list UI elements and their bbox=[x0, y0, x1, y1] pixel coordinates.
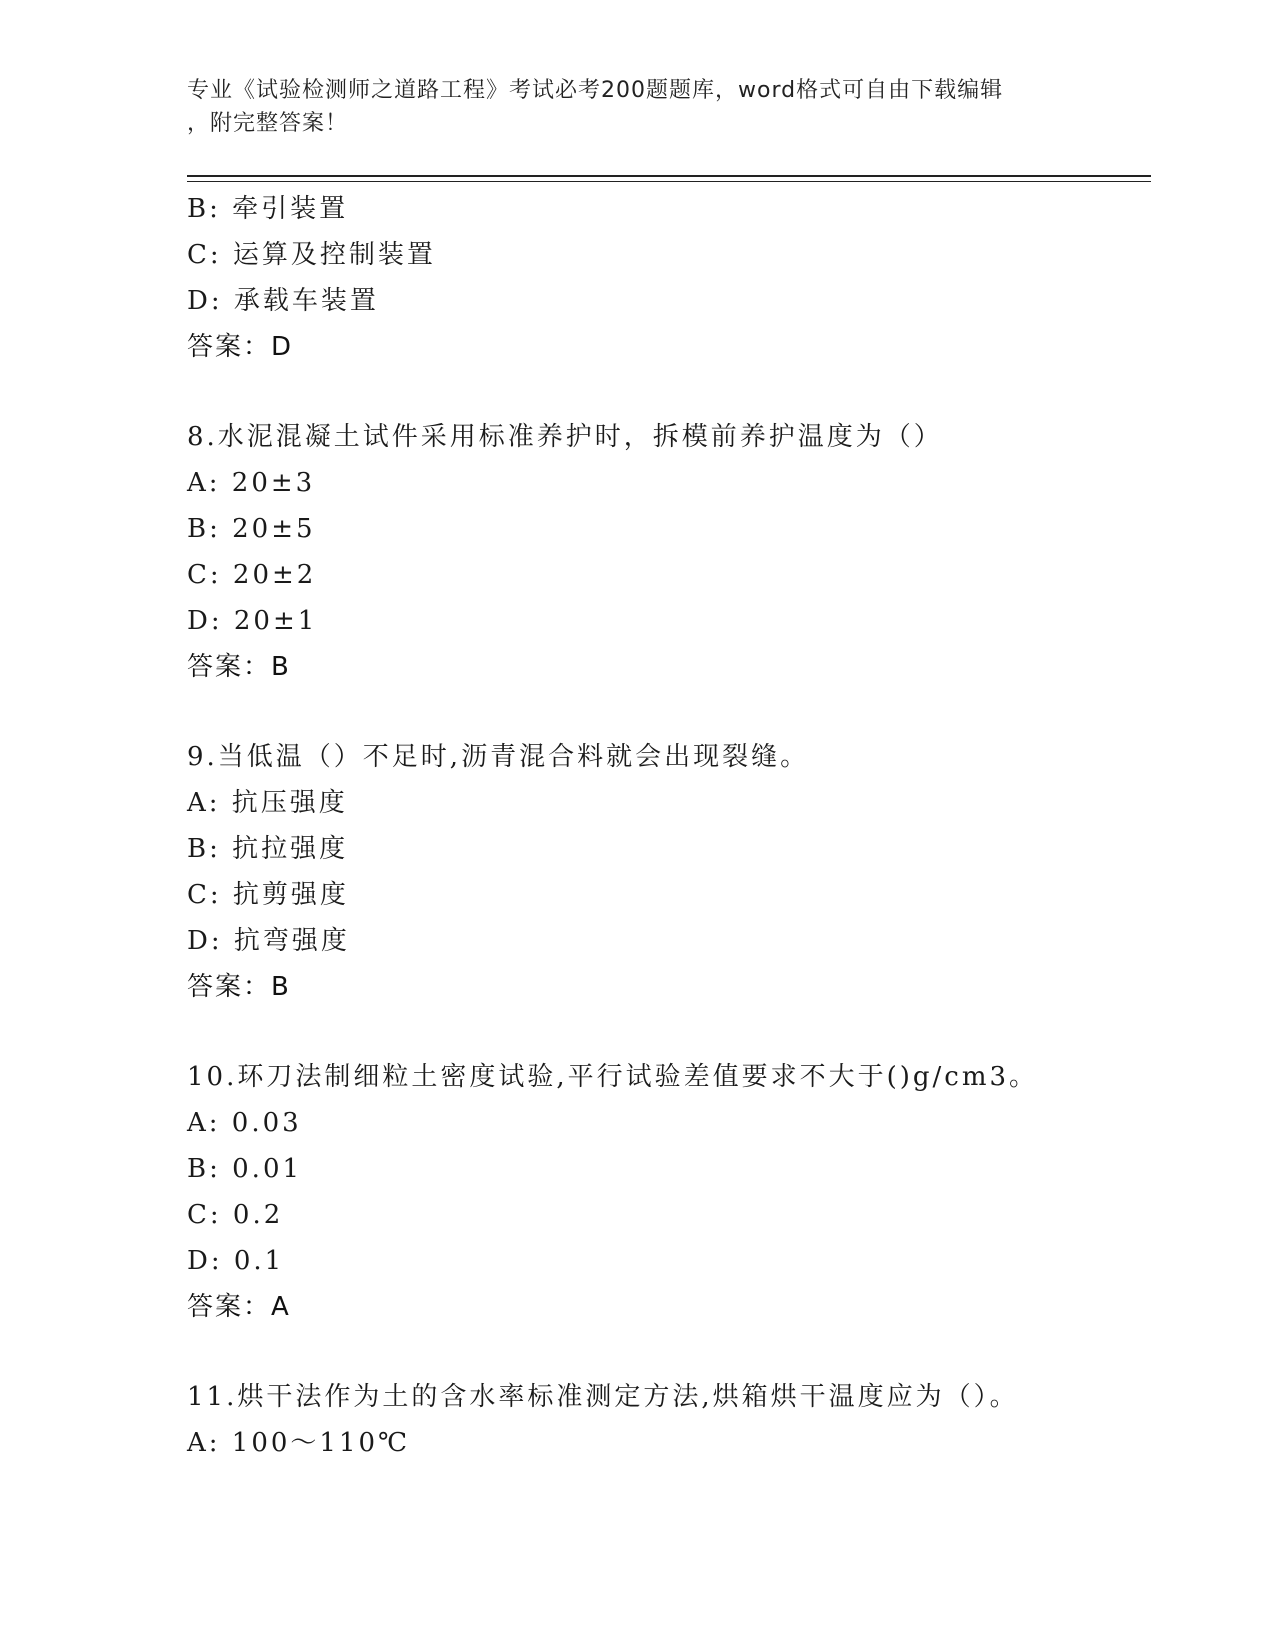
option-d: D: 0.1 bbox=[187, 1246, 285, 1276]
header-divider-thick bbox=[187, 175, 1151, 177]
option-b: B: 0.01 bbox=[187, 1154, 303, 1184]
question-text: 9.当低温（）不足时,沥青混合料就会出现裂缝。 bbox=[187, 742, 810, 772]
question-list bbox=[187, 186, 1151, 1466]
question-block-8 bbox=[187, 414, 1151, 690]
answer-text: 答案：D bbox=[187, 332, 294, 362]
option-d: D: 抗弯强度 bbox=[187, 926, 350, 956]
question-text: 8.水泥混凝土试件采用标准养护时，拆模前养护温度为（） bbox=[187, 422, 943, 452]
question-block-11 bbox=[187, 1374, 1151, 1466]
document-header bbox=[187, 74, 1067, 140]
option-b: B: 牵引装置 bbox=[187, 194, 349, 224]
header-divider-thin bbox=[187, 181, 1151, 182]
question-text: 11.烘干法作为土的含水率标准测定方法,烘箱烘干温度应为（）。 bbox=[187, 1382, 1019, 1412]
question-block-9 bbox=[187, 734, 1151, 1010]
answer-text: 答案：B bbox=[187, 972, 291, 1002]
option-c: C: 20±2 bbox=[187, 560, 317, 590]
option-d: D: 20±1 bbox=[187, 606, 318, 636]
option-c: C: 运算及控制装置 bbox=[187, 240, 436, 270]
question-gap bbox=[187, 1330, 1151, 1374]
header-title-line1: 专业《试验检测师之道路工程》考试必考200题题库，word格式可自由下载编辑 bbox=[187, 78, 1004, 103]
option-a: A: 0.03 bbox=[187, 1108, 302, 1138]
question-gap bbox=[187, 1010, 1151, 1054]
option-b: B: 抗拉强度 bbox=[187, 834, 349, 864]
question-text: 10.环刀法制细粒土密度试验,平行试验差值要求不大于()g/cm3。 bbox=[187, 1062, 1039, 1092]
option-a: A: 抗压强度 bbox=[187, 788, 348, 818]
question-block-7 bbox=[187, 186, 1151, 370]
question-gap bbox=[187, 690, 1151, 734]
question-block-10 bbox=[187, 1054, 1151, 1330]
option-c: C: 0.2 bbox=[187, 1200, 284, 1230]
option-a: A: 100～110℃ bbox=[187, 1428, 411, 1458]
answer-text: 答案：A bbox=[187, 1292, 291, 1322]
answer-text: 答案：B bbox=[187, 652, 291, 682]
option-b: B: 20±5 bbox=[187, 514, 316, 544]
option-d: D: 承载车装置 bbox=[187, 286, 379, 316]
header-title-line2: ，附完整答案！ bbox=[187, 111, 349, 136]
option-a: A: 20±3 bbox=[187, 468, 316, 498]
option-c: C: 抗剪强度 bbox=[187, 880, 349, 910]
question-gap bbox=[187, 370, 1151, 414]
